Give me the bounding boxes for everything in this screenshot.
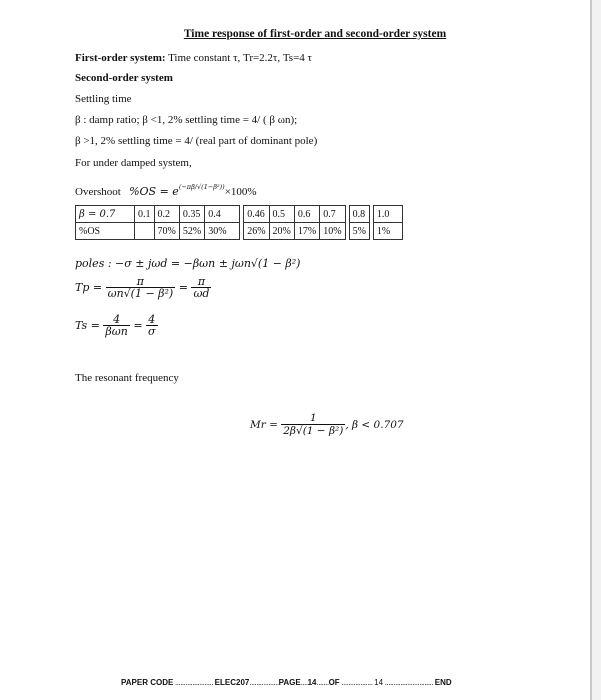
tp-fraction-2 xyxy=(191,276,211,300)
table-row xyxy=(76,223,403,240)
mr-formula xyxy=(250,413,404,437)
underdamped-line: For under damped system, xyxy=(75,157,192,169)
first-order-label: First-order system: xyxy=(75,52,166,64)
damping-ratio-line: β : damp ratio; β <1, 2% settling time = 4/ ( β ωn); xyxy=(75,114,298,126)
tp-fraction-1 xyxy=(106,276,176,300)
table-cell: β = 0.7 xyxy=(76,206,135,223)
footer-dots: ...................... xyxy=(173,678,215,687)
page-title: Time response of first-order and second-order system xyxy=(183,28,447,40)
table-cell: 0.46 xyxy=(244,206,269,223)
table-cell: 5% xyxy=(349,223,369,240)
table-cell: 26% xyxy=(244,223,269,240)
tp-num-1: π xyxy=(106,276,176,288)
table-cell: 0.4 xyxy=(205,206,240,223)
mr-den: 2β√(1 − β²) xyxy=(283,425,344,437)
settling-time-heading: Settling time xyxy=(75,93,132,105)
footer-dots: ....... xyxy=(316,678,329,687)
tp-den-1: ωn√(1 − β²) xyxy=(107,287,174,300)
table-cell: 10% xyxy=(320,223,345,240)
page-label: PAGE xyxy=(278,678,301,687)
overshoot-label: Overshoot xyxy=(75,186,121,198)
table-cell: 0.35 xyxy=(179,206,204,223)
mr-condition: , β < 0.707 xyxy=(345,419,404,431)
poles-formula: poles : −σ ± jωd = −βωn ± jωn√(1 − β²) xyxy=(75,257,301,270)
table-row xyxy=(76,206,403,223)
footer-dots: .................. xyxy=(339,678,375,687)
mr-num: 1 xyxy=(281,413,345,425)
page-margin xyxy=(592,0,601,700)
table-cell: 1% xyxy=(373,223,402,240)
table-cell: 17% xyxy=(294,223,319,240)
tp-num-2: π xyxy=(191,276,211,288)
tp-den-2: ωd xyxy=(193,287,210,300)
ts-fraction-2 xyxy=(146,314,158,338)
table-cell: %OS xyxy=(76,223,135,240)
table-cell: 52% xyxy=(179,223,204,240)
paper-code: ELEC207 xyxy=(214,678,250,687)
ts-num-2: 4 xyxy=(146,314,158,326)
footer-dots: .... xyxy=(300,678,308,687)
ts-den-2: σ xyxy=(148,325,156,338)
table-cell: 30% xyxy=(205,223,240,240)
tp-lhs: Tp = xyxy=(75,281,103,294)
footer-dots: ............................ xyxy=(383,678,435,687)
ts-den-1: βωn xyxy=(105,325,128,338)
mr-lhs: Mr = xyxy=(250,419,278,431)
ts-lhs: Ts = xyxy=(75,319,100,332)
overshoot-lhs: %OS = e xyxy=(129,185,179,198)
footer xyxy=(121,678,452,687)
table-cell: 0.5 xyxy=(269,206,294,223)
footer-dots: ................. xyxy=(249,678,279,687)
table-cell: 0.1 xyxy=(135,206,155,223)
overshoot-table xyxy=(75,205,403,240)
second-order-heading: Second-order system xyxy=(75,72,173,84)
ts-num-1: 4 xyxy=(103,314,129,326)
table-cell: 0.6 xyxy=(294,206,319,223)
table-cell: 1.0 xyxy=(373,206,402,223)
overshoot-exponent: (−πβ/√(1−β²)) xyxy=(178,183,225,191)
resonant-heading: The resonant frequency xyxy=(75,372,179,384)
overshoot-formula xyxy=(75,183,257,198)
overshoot-tail: ×100% xyxy=(224,186,257,198)
table-cell: 20% xyxy=(269,223,294,240)
page-number: 14 xyxy=(307,678,317,687)
tp-formula: Tp = $\frac{\pi}{\text{ωn√(1 − β²)}}$ = $\frac{\pi}{\omega d}$ xyxy=(75,275,210,300)
table-cell: 0.7 xyxy=(320,206,345,223)
first-order-text: Time constant τ, Tr=2.2τ, Ts=4 τ xyxy=(168,52,312,64)
overdamped-line: β >1, 2% settling time = 4/ (real part of dominant pole) xyxy=(75,135,318,147)
paper-code-label: PAPER CODE xyxy=(121,678,174,687)
mr-fraction xyxy=(281,413,345,437)
table-cell: 0.8 xyxy=(349,206,369,223)
of-label: OF xyxy=(328,678,340,687)
ts-formula: Ts = $\frac{4}{\text{βωn}}$ = $\frac{4}{\sigma}$ xyxy=(75,313,156,338)
table-cell xyxy=(135,223,155,240)
total-pages: 14 xyxy=(374,678,384,687)
end-label: END xyxy=(434,678,452,687)
first-order-line xyxy=(75,52,312,64)
ts-fraction-1 xyxy=(103,314,129,338)
table-cell: 0.2 xyxy=(154,206,179,223)
table-cell: 70% xyxy=(154,223,179,240)
